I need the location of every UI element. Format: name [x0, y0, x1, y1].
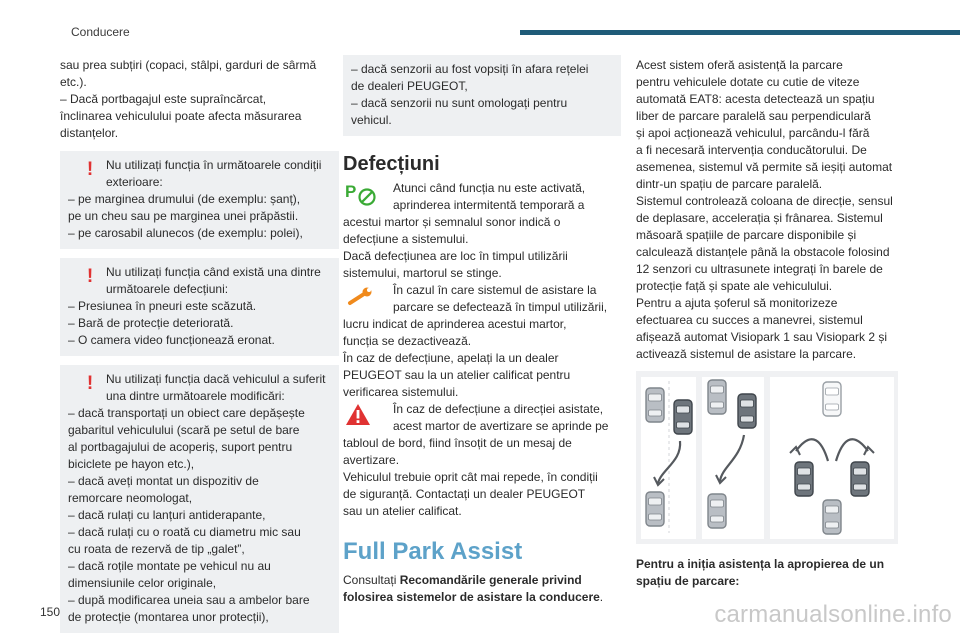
defect-paragraph-3	[343, 401, 621, 520]
text-line: avertizare.	[343, 453, 400, 467]
text-line: vehicul.	[351, 113, 392, 127]
section-header: Conducere	[71, 25, 130, 39]
text-line: spațiu de parcare:	[636, 574, 740, 588]
warning-exclamation-icon: !	[86, 373, 94, 394]
text-line: – după modificarea uneia sau a ambelor bare	[68, 593, 310, 607]
text-line: gabaritul vehiculului (scară pe setul de bare	[68, 423, 300, 437]
text-line: – pe marginea drumului (de exemplu: șanț),	[68, 192, 301, 206]
text-line: pentru vehiculele dotate cu cutie de viteze	[636, 75, 860, 89]
text-line: – dacă rulați cu lanțuri antiderapante,	[68, 508, 266, 522]
text-line: sau prea subțiri (copaci, stâlpi, garduri de sârmă	[60, 58, 317, 72]
wrench-fault-icon	[345, 286, 375, 313]
warning-box-exterior-conditions	[60, 151, 339, 249]
text-line: etc.).	[60, 75, 87, 89]
text-line: efectuarea cu succes a manevrei, sistemul	[636, 313, 863, 327]
text-line: de protecție (montarea unor protecții),	[68, 610, 269, 624]
text-line: al portbagajului de acoperiș, suport pentru	[68, 440, 293, 454]
text-line: acestui martor și semnalul sonor indică o	[343, 215, 561, 229]
header-rule	[520, 30, 960, 35]
text-line: – pe carosabil alunecos (de exemplu: polei),	[68, 226, 303, 240]
text-line: protecție față și spate ale vehiculului.	[636, 279, 833, 293]
text-line: sau un atelier calificat.	[343, 504, 462, 518]
text-line: dimensiunile celor originale,	[68, 576, 217, 590]
text-line: acest martor de avertizare se aprinde pe	[393, 419, 609, 433]
text-line: – dacă aveți montat un dispozitiv de	[68, 474, 259, 488]
text-line: biciclete pe hayon etc.),	[68, 457, 195, 471]
intro-text	[60, 57, 339, 142]
text-line: – Dacă portbagajul este supraîncărcat,	[60, 92, 267, 106]
text-line: următoarele defecțiuni:	[106, 282, 229, 296]
text-line: de deplasare, accelerația și frânarea. Sistemul	[636, 211, 883, 225]
text-line: Acest sistem oferă asistență la parcare	[636, 58, 843, 72]
text-line: a fi necesară intervenția conducătorului. De	[636, 143, 867, 157]
text-line: dintr-un spațiu de parcare paralelă.	[636, 177, 823, 191]
text-line: înclinarea vehiculului poate afecta măsurarea	[60, 109, 302, 123]
defect-paragraph-1	[343, 180, 621, 282]
text-line: – dacă rulați cu o roată cu diametru mic sau	[68, 525, 301, 539]
text-line: de dealeri PEUGEOT,	[351, 79, 468, 93]
text-line: calculează distanțele până la obstacole folosind	[636, 245, 890, 259]
text-line: una dintre următoarele modificări:	[106, 389, 285, 403]
consult-recommendations	[343, 572, 621, 606]
text-line: – dacă roțile montate pe vehicul nu au	[68, 559, 271, 573]
text-line: afișează automat Visiopark 1 sau Visiopark 2 și	[636, 330, 888, 344]
text-line: de siguranță. Contactați un dealer PEUGEOT	[343, 487, 586, 501]
text-line: sistemului, martorul se stinge.	[343, 266, 502, 280]
text-line: În caz de defecțiune a direcției asistate,	[393, 402, 604, 416]
text-line: lucru indicat de aprinderea acestui martor,	[343, 317, 567, 331]
text-line: – Presiunea în pneuri este scăzută.	[68, 299, 257, 313]
park-assist-indicator-icon	[345, 181, 379, 212]
text-line: verificarea sistemului.	[343, 385, 459, 399]
column-1	[60, 57, 339, 633]
text-line: PEUGEOT sau la un atelier calificat pentru	[343, 368, 571, 382]
text-line: – dacă senzorii nu sunt omologați pentru	[351, 96, 568, 110]
system-description	[636, 57, 902, 363]
text-line: În caz de defecțiune, apelați la un dealer	[343, 351, 559, 365]
text-fragment: .	[599, 590, 604, 604]
parking-diagram-svg	[636, 371, 898, 544]
text-line: activează sistemul de asistare la parcare.	[636, 347, 857, 361]
text-line: – dacă senzorii au fost vopsiți în afara rețelei	[351, 62, 589, 76]
text-line: Nu utilizați funcția dacă vehiculul a suferit	[106, 372, 326, 386]
caption-initiate-assist	[636, 556, 902, 590]
text-line: – dacă transportați un obiect care depășește	[68, 406, 305, 420]
column-3	[636, 57, 902, 590]
text-line: măsoară spațiile de parcare disponibile și	[636, 228, 857, 242]
text-fragment-bold: Recomandările generale privind	[399, 573, 582, 587]
text-line: remorcare neomologat,	[68, 491, 193, 505]
heading-defects: Defecțiuni	[343, 153, 440, 175]
text-line: cu roata de rezervă de tip „galet”,	[68, 542, 245, 556]
text-line: defecțiune a sistemului.	[343, 232, 469, 246]
svg-text:P: P	[345, 182, 357, 201]
text-line: aprinderea intermitentă temporară a	[393, 198, 585, 212]
warning-box-faults	[60, 258, 339, 356]
text-line: Pentru a ajuta șoferul să monitorizeze	[636, 296, 838, 310]
text-line: asemenea, sistemul vă permite să ieșiți automat	[636, 160, 893, 174]
text-line: Dacă defecțiunea are loc în timpul utilizării	[343, 249, 568, 263]
text-line: și apoi acționează vehiculul, parcându-l fără	[636, 126, 870, 140]
text-line: liber de parcare paralelă sau perpendiculară	[636, 109, 871, 123]
text-line: automată EAT8: acesta detectează un spațiu	[636, 92, 875, 106]
text-line: Nu utilizați funcția în următoarele condiții	[106, 158, 322, 172]
defect-paragraph-2	[343, 282, 621, 401]
warning-exclamation-icon: !	[86, 159, 94, 180]
text-line: parcare se defectează în timpul utilizării,	[393, 300, 608, 314]
text-line: exterioare:	[106, 175, 163, 189]
parking-maneuvers-illustration	[636, 371, 898, 544]
text-line: – Bară de protecție deteriorată.	[68, 316, 234, 330]
text-line: pe un cheu sau pe marginea unei prăpăstii.	[68, 209, 299, 223]
alert-triangle-icon	[345, 403, 371, 432]
watermark: carmanualsonline.info	[714, 601, 952, 628]
text-line: Sistemul controlează coloana de direcție, sensul	[636, 194, 893, 208]
column-2	[343, 55, 621, 606]
text-line: 12 senzori cu ultrasunete integrați în barele de	[636, 262, 883, 276]
text-line: Pentru a iniția asistența la apropierea de un	[636, 557, 885, 571]
text-line: tabloul de bord, fiind însoțit de un mesaj de	[343, 436, 572, 450]
page-number: 150	[40, 605, 61, 619]
warning-box-modifications	[60, 365, 339, 633]
text-line: funcția se dezactivează.	[343, 334, 472, 348]
text-line: Atunci când funcția nu este activată,	[393, 181, 586, 195]
text-line: În cazul în care sistemul de asistare la	[393, 283, 597, 297]
text-fragment-bold: folosirea sistemelor de asistare la conducere	[343, 590, 600, 604]
sensor-conditions-box	[343, 55, 621, 136]
warning-exclamation-icon: !	[86, 266, 94, 287]
text-line: Vehiculul trebuie oprit cât mai repede, în condiții	[343, 470, 598, 484]
text-line: Nu utilizați funcția când există una dintre	[106, 265, 321, 279]
heading-full-park-assist: Full Park Assist	[343, 538, 523, 565]
text-line: distanțelor.	[60, 126, 119, 140]
text-fragment: Consultați	[343, 573, 400, 587]
text-line: – O camera video funcționează eronat.	[68, 333, 275, 347]
